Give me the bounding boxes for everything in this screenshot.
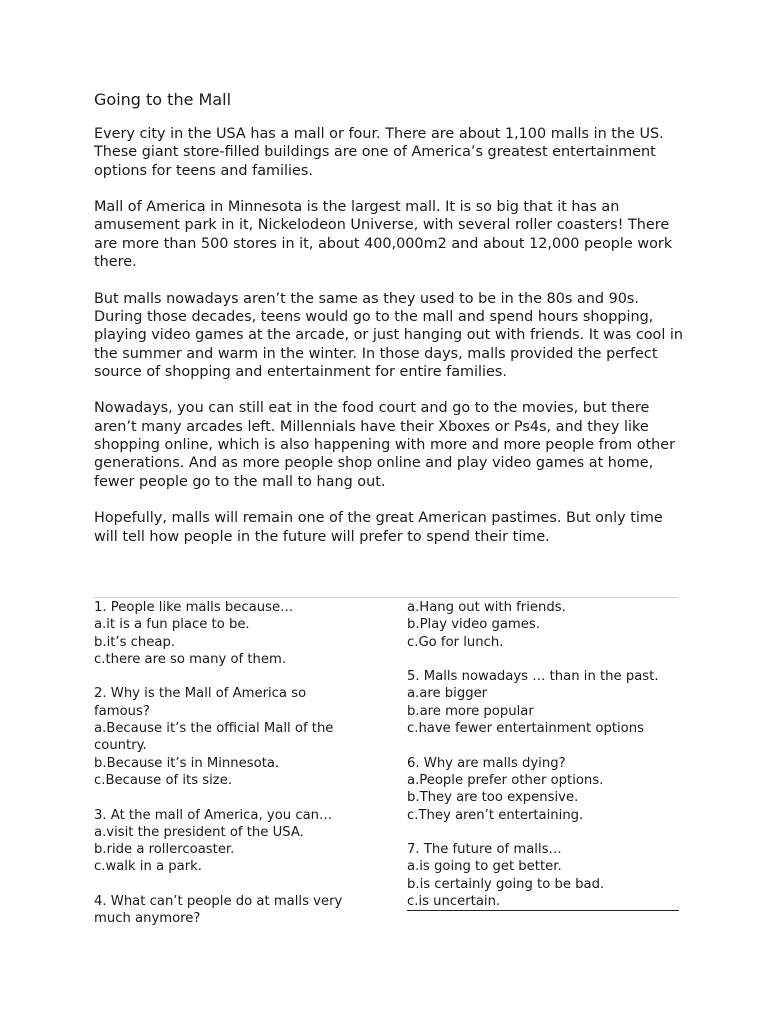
question-2: [94, 685, 366, 789]
question-7-option-c: c.is uncertain.: [407, 894, 501, 910]
reading-passage: [94, 125, 684, 564]
question-5-option-a: a.are bigger: [407, 686, 488, 702]
question-1: [94, 599, 366, 668]
question-7-prompt: 7. The future of malls…: [407, 842, 562, 858]
question-6: [407, 755, 679, 824]
questions-right-column: [407, 599, 679, 929]
paragraph-4: Nowadays, you can still eat in the food court and go to the movies, but there aren’t many arcades left. Millennials have their Xboxes or Ps4s, and they like shopping online, which is also happening with more and more people from other generations. And as more people shop online and play video games at home, fewer people go to the mall to hang out.: [94, 400, 676, 490]
question-2-option-b: b.Because it’s in Minnesota.: [94, 755, 280, 771]
question-5: [407, 668, 679, 737]
question-3-option-a: a.visit the president of the USA.: [94, 824, 304, 840]
question-1-prompt: 1. People like malls because…: [94, 600, 294, 615]
paragraph-1: Every city in the USA has a mall or four. There are about 1,100 malls in the US. These giant store-filled buildings are one of America’s greatest entertainment options for teens and families.: [94, 126, 664, 179]
question-5-prompt: 5. Malls nowadays … than in the past.: [407, 669, 659, 685]
question-6-prompt: 6. Why are malls dying?: [407, 755, 566, 771]
question-5-option-c: c.have fewer entertainment options: [407, 721, 644, 737]
question-1-option-b: b.it’s cheap.: [94, 634, 176, 650]
question-7-option-b: b.is certainly going to be bad.: [407, 876, 605, 892]
question-4-option-a: a.Hang out with friends.: [407, 600, 566, 615]
question-3: [94, 807, 366, 876]
page-title: Going to the Mall: [94, 90, 232, 109]
paragraph-5: Hopefully, malls will remain one of the great American pastimes. But only time will tell how people in the future will prefer to spend their time.: [94, 510, 663, 545]
paragraph-2: Mall of America in Minnesota is the largest mall. It is so big that it has an amusement park in it, Nickelodeon Universe, with several roller coasters! There are more than 500 stores in it, about 400,000m2 and about 12,000 people work there.: [94, 199, 673, 271]
question-6-option-b: b.They are too expensive.: [407, 790, 579, 806]
section-divider: [94, 597, 678, 598]
question-3-option-c: c.walk in a park.: [94, 859, 202, 875]
question-1-option-a: a.it is a fun place to be.: [94, 617, 250, 633]
question-4-option-c: c.Go for lunch.: [407, 634, 504, 650]
question-3-option-b: b.ride a rollercoaster.: [94, 842, 235, 858]
questions-left-column: [94, 599, 366, 945]
question-2-option-a: a.Because it’s the official Mall of the country.: [94, 721, 334, 754]
paragraph-3: But malls nowadays aren’t the same as they used to be in the 80s and 90s. During those decades, teens would go to the mall and spend hours shopping, playing video games at the arcade, or just hanging out with friends. It was cool in the summer and warm in the winter. In those days, malls provided the perfect source of shopping and entertainment for entire families.: [94, 290, 684, 380]
question-1-option-c: c.there are so many of them.: [94, 651, 287, 667]
question-2-prompt: 2. Why is the Mall of America so famous?: [94, 686, 307, 719]
question-4-option-b: b.Play video games.: [407, 617, 540, 633]
question-3-prompt: 3. At the mall of America, you can…: [94, 807, 333, 823]
question-6-option-c: c.They aren’t entertaining.: [407, 807, 584, 823]
question-6-option-a: a.People prefer other options.: [407, 772, 604, 788]
question-7: [407, 841, 679, 911]
question-2-option-c: c.Because of its size.: [94, 772, 233, 788]
question-4-options: [407, 599, 679, 651]
question-5-option-b: b.are more popular: [407, 703, 534, 719]
question-4-prompt: 4. What can’t people do at malls very much anymore?: [94, 894, 343, 927]
question-4: [94, 893, 366, 928]
question-7-option-a: a.is going to get better.: [407, 859, 562, 875]
